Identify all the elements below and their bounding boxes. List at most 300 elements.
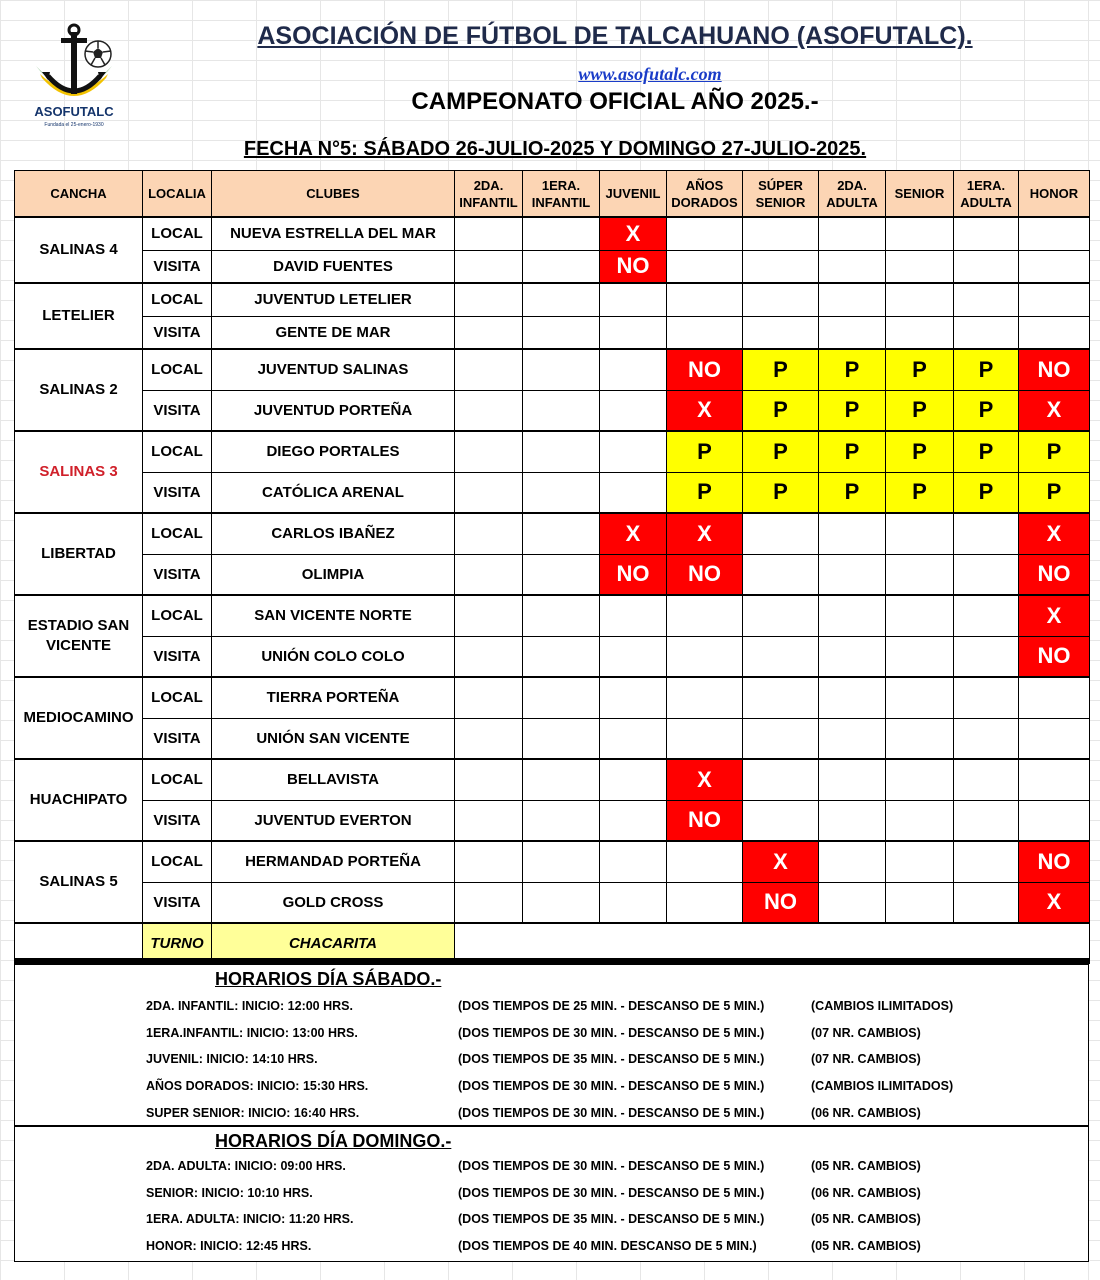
category-cell xyxy=(819,636,886,677)
schedule-substitutions: (06 NR. CAMBIOS) xyxy=(811,1105,921,1120)
column-header-line: INFANTIL xyxy=(459,194,518,210)
table-row xyxy=(15,316,1090,349)
saturday-schedule-title: HORARIOS DÍA SÁBADO.- xyxy=(215,969,442,989)
category-cell: NO xyxy=(600,250,667,283)
category-cell xyxy=(886,283,954,316)
category-cell xyxy=(819,718,886,759)
category-cell xyxy=(819,316,886,349)
schedule-row xyxy=(15,995,1088,1019)
schedule-substitutions: (05 NR. CAMBIOS) xyxy=(811,1159,921,1173)
category-cell: P xyxy=(1019,472,1090,513)
category-cell xyxy=(523,283,600,316)
table-row xyxy=(15,718,1090,759)
cancha-cell xyxy=(15,513,143,595)
category-cell: P xyxy=(954,390,1019,431)
table-row xyxy=(15,513,1090,554)
category-cell: NO xyxy=(1019,636,1090,677)
turno-row xyxy=(15,923,1090,963)
table-row xyxy=(15,349,1090,390)
cancha-cell xyxy=(15,349,143,431)
category-cell: NO xyxy=(1019,349,1090,390)
column-header-line: ADULTA xyxy=(960,194,1012,210)
category-cell xyxy=(455,677,523,718)
category-cell: NO xyxy=(1019,554,1090,595)
schedule-substitutions: (06 NR. CAMBIOS) xyxy=(811,1185,921,1200)
schedule-start-time: 2DA. ADULTA: INICIO: 09:00 HRS. xyxy=(146,1159,346,1173)
category-cell xyxy=(743,677,819,718)
table-row xyxy=(15,283,1090,316)
schedule-substitutions: (05 NR. CAMBIOS) xyxy=(811,1212,921,1227)
category-cell xyxy=(600,718,667,759)
category-cell xyxy=(886,250,954,283)
category-cell xyxy=(455,636,523,677)
schedule-duration: (DOS TIEMPOS DE 35 MIN. - DESCANSO DE 5 MIN.) xyxy=(458,1212,765,1227)
category-cell: P xyxy=(1019,431,1090,472)
club-name: DIEGO PORTALES xyxy=(212,431,455,472)
schedule-duration: (DOS TIEMPOS DE 30 MIN. - DESCANSO DE 5 MIN.) xyxy=(458,1079,765,1094)
column-header-line: SENIOR xyxy=(894,186,945,201)
championship-title: CAMPEONATO OFICIAL AÑO 2025.- xyxy=(411,88,819,115)
category-cell: X xyxy=(1019,513,1090,554)
category-cell: X xyxy=(600,513,667,554)
column-header-category xyxy=(667,171,743,218)
column-header-line: 1ERA. xyxy=(966,177,1006,193)
category-cell xyxy=(954,316,1019,349)
schedule-substitutions: (CAMBIOS ILIMITADOS) xyxy=(811,999,954,1013)
category-cell xyxy=(455,595,523,636)
soccer-ball-icon xyxy=(84,40,112,68)
column-header-localia: LOCALIA xyxy=(143,171,212,218)
table-row xyxy=(15,677,1090,718)
schedule-duration: (DOS TIEMPOS DE 40 MIN. DESCANSO DE 5 MIN.) xyxy=(458,1239,757,1254)
category-cell xyxy=(523,390,600,431)
table-row xyxy=(15,759,1090,800)
column-header-line: HONOR xyxy=(1029,186,1079,201)
table-row xyxy=(15,882,1090,923)
category-cell xyxy=(954,800,1019,841)
category-cell xyxy=(667,841,743,882)
schedule-start-time: JUVENIL: INICIO: 14:10 HRS. xyxy=(146,1052,318,1067)
category-cell xyxy=(819,513,886,554)
category-cell xyxy=(455,250,523,283)
category-cell xyxy=(523,636,600,677)
column-header-line: ADULTA xyxy=(826,194,878,210)
category-cell xyxy=(743,513,819,554)
club-name: OLIMPIA xyxy=(212,554,455,595)
schedule-substitutions: (07 NR. CAMBIOS) xyxy=(811,1025,921,1040)
table-row xyxy=(15,250,1090,283)
category-cell xyxy=(523,554,600,595)
fixture-table xyxy=(14,170,1090,964)
category-cell xyxy=(455,349,523,390)
category-cell xyxy=(819,217,886,250)
category-cell: P xyxy=(819,390,886,431)
schedule-substitutions: (07 NR. CAMBIOS) xyxy=(811,1052,921,1067)
category-cell: P xyxy=(819,472,886,513)
cancha-label: LETELIER xyxy=(42,307,115,324)
category-cell xyxy=(667,677,743,718)
club-name: HERMANDAD PORTEÑA xyxy=(212,841,455,882)
category-cell xyxy=(886,718,954,759)
category-cell xyxy=(954,595,1019,636)
schedule-start-time: 2DA. INFANTIL: INICIO: 12:00 HRS. xyxy=(146,999,353,1013)
club-name: CARLOS IBAÑEZ xyxy=(212,513,455,554)
category-cell xyxy=(455,841,523,882)
category-cell xyxy=(743,250,819,283)
cancha-label: VICENTE xyxy=(45,637,111,654)
cancha-cell xyxy=(15,677,143,759)
localia-cell: VISITA xyxy=(143,636,212,677)
category-cell xyxy=(600,636,667,677)
category-cell xyxy=(600,595,667,636)
localia-cell: LOCAL xyxy=(143,283,212,316)
localia-cell: VISITA xyxy=(143,390,212,431)
category-cell xyxy=(523,217,600,250)
category-cell xyxy=(455,554,523,595)
schedule-row xyxy=(15,1155,1088,1179)
table-row xyxy=(15,390,1090,431)
category-cell xyxy=(600,677,667,718)
category-cell xyxy=(743,217,819,250)
category-cell xyxy=(954,759,1019,800)
category-cell: X xyxy=(600,217,667,250)
sunday-schedule xyxy=(14,1126,1089,1262)
sunday-schedule-title: HORARIOS DÍA DOMINGO.- xyxy=(215,1131,452,1151)
category-cell xyxy=(667,595,743,636)
column-header-category xyxy=(523,171,600,218)
category-cell: NO xyxy=(600,554,667,595)
club-name: DAVID FUENTES xyxy=(212,250,455,283)
category-cell xyxy=(819,882,886,923)
schedule-duration: (DOS TIEMPOS DE 35 MIN. - DESCANSO DE 5 MIN.) xyxy=(458,1052,765,1067)
cancha-label: SALINAS 4 xyxy=(39,241,118,258)
column-header-category xyxy=(954,171,1019,218)
cancha-cell xyxy=(15,759,143,841)
category-cell xyxy=(743,800,819,841)
category-cell: P xyxy=(886,390,954,431)
schedule-start-time: AÑOS DORADOS: INICIO: 15:30 HRS. xyxy=(146,1079,369,1094)
club-name: JUVENTUD PORTEÑA xyxy=(212,390,455,431)
category-cell xyxy=(523,349,600,390)
category-cell xyxy=(667,283,743,316)
category-cell: P xyxy=(667,472,743,513)
cancha-cell xyxy=(15,431,143,513)
category-cell: NO xyxy=(743,882,819,923)
category-cell: P xyxy=(886,472,954,513)
category-cell: P xyxy=(743,472,819,513)
cancha-label: SALINAS 5 xyxy=(39,873,118,890)
category-cell xyxy=(954,554,1019,595)
category-cell xyxy=(819,554,886,595)
category-cell: P xyxy=(667,431,743,472)
column-header-cancha: CANCHA xyxy=(15,171,143,218)
category-cell xyxy=(523,759,600,800)
localia-cell: VISITA xyxy=(143,800,212,841)
club-name: CATÓLICA ARENAL xyxy=(212,472,455,513)
category-cell: P xyxy=(886,349,954,390)
category-cell xyxy=(954,677,1019,718)
empty-cell xyxy=(455,923,1090,963)
cancha-cell xyxy=(15,595,143,677)
category-cell: NO xyxy=(667,554,743,595)
table-row xyxy=(15,431,1090,472)
schedule-duration: (DOS TIEMPOS DE 30 MIN. - DESCANSO DE 5 MIN.) xyxy=(458,1025,765,1040)
category-cell: P xyxy=(743,431,819,472)
cancha-cell xyxy=(15,217,143,283)
category-cell xyxy=(886,636,954,677)
category-cell xyxy=(886,800,954,841)
svg-text:ASOFUTALC: ASOFUTALC xyxy=(34,104,114,119)
category-cell xyxy=(819,283,886,316)
category-cell xyxy=(455,431,523,472)
category-cell xyxy=(954,718,1019,759)
category-cell xyxy=(455,217,523,250)
club-name: UNIÓN COLO COLO xyxy=(212,636,455,677)
match-date-heading: FECHA N°5: SÁBADO 26-JULIO-2025 Y DOMINGO 27-JULIO-2025. xyxy=(243,138,867,160)
category-cell xyxy=(819,677,886,718)
table-header-row xyxy=(15,171,1090,218)
localia-cell: LOCAL xyxy=(143,431,212,472)
cancha-label: SALINAS 3 xyxy=(39,463,118,480)
category-cell: NO xyxy=(667,800,743,841)
cancha-label: MEDIOCAMINO xyxy=(23,709,134,726)
club-name: SAN VICENTE NORTE xyxy=(212,595,455,636)
category-cell xyxy=(600,349,667,390)
schedule-start-time: 1ERA. ADULTA: INICIO: 11:20 HRS. xyxy=(146,1212,354,1227)
category-cell: NO xyxy=(1019,841,1090,882)
category-cell: X xyxy=(1019,882,1090,923)
table-row xyxy=(15,595,1090,636)
localia-cell: LOCAL xyxy=(143,841,212,882)
localia-cell: LOCAL xyxy=(143,677,212,718)
asofutalc-logo xyxy=(28,22,120,130)
category-cell xyxy=(667,718,743,759)
category-cell xyxy=(954,882,1019,923)
club-name: JUVENTUD EVERTON xyxy=(212,800,455,841)
category-cell xyxy=(819,250,886,283)
column-header-category xyxy=(1019,171,1090,218)
column-header-category xyxy=(600,171,667,218)
club-name: BELLAVISTA xyxy=(212,759,455,800)
column-header-clubes: CLUBES xyxy=(212,171,455,218)
localia-cell: LOCAL xyxy=(143,595,212,636)
cancha-cell xyxy=(15,841,143,923)
turno-label: TURNO xyxy=(143,923,212,963)
category-cell xyxy=(455,283,523,316)
category-cell xyxy=(743,554,819,595)
category-cell xyxy=(523,431,600,472)
website-link[interactable]: www.asofutalc.com xyxy=(578,64,722,84)
category-cell xyxy=(600,431,667,472)
category-cell: NO xyxy=(667,349,743,390)
column-header-line: AÑOS xyxy=(685,177,724,193)
localia-cell: VISITA xyxy=(143,718,212,759)
table-row xyxy=(15,554,1090,595)
club-name: GENTE DE MAR xyxy=(212,316,455,349)
club-name: NUEVA ESTRELLA DEL MAR xyxy=(212,217,455,250)
category-cell xyxy=(954,283,1019,316)
category-cell xyxy=(1019,250,1090,283)
category-cell xyxy=(523,250,600,283)
category-cell xyxy=(455,390,523,431)
category-cell: X xyxy=(1019,595,1090,636)
category-cell xyxy=(1019,283,1090,316)
schedule-row xyxy=(15,1048,1088,1072)
category-cell xyxy=(523,800,600,841)
localia-cell: LOCAL xyxy=(143,217,212,250)
category-cell xyxy=(600,841,667,882)
schedule-row xyxy=(15,1208,1088,1232)
localia-cell: VISITA xyxy=(143,472,212,513)
empty-cell xyxy=(15,923,143,963)
category-cell xyxy=(667,217,743,250)
localia-cell: LOCAL xyxy=(143,349,212,390)
table-row xyxy=(15,472,1090,513)
schedule-duration: (DOS TIEMPOS DE 25 MIN. - DESCANSO DE 5 MIN.) xyxy=(458,999,765,1013)
club-name: TIERRA PORTEÑA xyxy=(212,677,455,718)
category-cell xyxy=(819,759,886,800)
turno-club: CHACARITA xyxy=(212,923,455,963)
category-cell xyxy=(600,800,667,841)
table-row xyxy=(15,217,1090,250)
schedule-duration: (DOS TIEMPOS DE 30 MIN. - DESCANSO DE 5 MIN.) xyxy=(458,1159,765,1173)
table-row xyxy=(15,636,1090,677)
category-cell xyxy=(954,841,1019,882)
category-cell: P xyxy=(819,349,886,390)
club-name: JUVENTUD LETELIER xyxy=(212,283,455,316)
schedule-row xyxy=(15,1102,1088,1126)
schedule-substitutions: (CAMBIOS ILIMITADOS) xyxy=(811,1079,954,1094)
category-cell xyxy=(523,316,600,349)
table-row xyxy=(15,800,1090,841)
category-cell xyxy=(600,882,667,923)
cancha-cell xyxy=(15,283,143,349)
category-cell xyxy=(954,217,1019,250)
column-header-line: 1ERA. xyxy=(541,177,581,193)
column-header-category xyxy=(743,171,819,218)
cancha-label: SALINAS 2 xyxy=(39,381,118,398)
column-header-line: JUVENIL xyxy=(605,186,661,201)
localia-cell: VISITA xyxy=(143,250,212,283)
category-cell xyxy=(886,554,954,595)
category-cell xyxy=(455,718,523,759)
page-title: ASOCIACIÓN DE FÚTBOL DE TALCAHUANO (ASOFUTALC). xyxy=(257,22,973,50)
category-cell xyxy=(667,250,743,283)
column-header-line: INFANTIL xyxy=(531,194,591,210)
column-header-category xyxy=(886,171,954,218)
category-cell xyxy=(1019,677,1090,718)
schedule-duration: (DOS TIEMPOS DE 30 MIN. - DESCANSO DE 5 MIN.) xyxy=(458,1105,765,1120)
club-name: JUVENTUD SALINAS xyxy=(212,349,455,390)
category-cell xyxy=(523,841,600,882)
saturday-schedule xyxy=(14,964,1089,1126)
category-cell xyxy=(667,636,743,677)
cancha-label: ESTADIO SAN xyxy=(27,617,130,634)
category-cell: P xyxy=(886,431,954,472)
category-cell: X xyxy=(1019,390,1090,431)
category-cell xyxy=(523,595,600,636)
category-cell: P xyxy=(954,472,1019,513)
schedule-duration: (DOS TIEMPOS DE 30 MIN. - DESCANSO DE 5 MIN.) xyxy=(458,1185,765,1200)
category-cell: X xyxy=(667,759,743,800)
localia-cell: VISITA xyxy=(143,316,212,349)
category-cell xyxy=(886,882,954,923)
category-cell xyxy=(743,595,819,636)
category-cell xyxy=(886,316,954,349)
anchor-icon xyxy=(28,22,120,130)
category-cell xyxy=(1019,718,1090,759)
category-cell xyxy=(1019,316,1090,349)
column-header-line: 2DA. xyxy=(837,177,867,193)
column-header-line: 2DA. xyxy=(473,177,504,193)
category-cell: P xyxy=(954,431,1019,472)
schedule-start-time: HONOR: INICIO: 12:45 HRS. xyxy=(146,1239,312,1254)
category-cell xyxy=(954,636,1019,677)
column-header-line: DORADOS xyxy=(671,194,738,210)
category-cell xyxy=(886,759,954,800)
category-cell xyxy=(819,800,886,841)
category-cell xyxy=(954,250,1019,283)
category-cell xyxy=(819,595,886,636)
category-cell xyxy=(886,217,954,250)
category-cell xyxy=(455,800,523,841)
category-cell xyxy=(886,677,954,718)
category-cell: X xyxy=(743,841,819,882)
column-header-category xyxy=(455,171,523,218)
schedule-start-time: SUPER SENIOR: INICIO: 16:40 HRS. xyxy=(146,1105,360,1120)
localia-cell: LOCAL xyxy=(143,513,212,554)
category-cell xyxy=(819,841,886,882)
category-cell xyxy=(455,759,523,800)
category-cell xyxy=(600,316,667,349)
schedule-row xyxy=(15,1022,1088,1046)
table-row xyxy=(15,841,1090,882)
localia-cell: LOCAL xyxy=(143,759,212,800)
category-cell xyxy=(1019,217,1090,250)
category-cell xyxy=(600,283,667,316)
column-header-line: SÚPER xyxy=(758,177,803,193)
schedule-start-time: 1ERA.INFANTIL: INICIO: 13:00 HRS. xyxy=(146,1025,358,1040)
category-cell xyxy=(523,513,600,554)
category-cell xyxy=(954,513,1019,554)
category-cell xyxy=(743,636,819,677)
schedule-row xyxy=(15,1075,1088,1099)
category-cell xyxy=(455,472,523,513)
category-cell xyxy=(667,882,743,923)
category-cell xyxy=(600,390,667,431)
category-cell xyxy=(523,882,600,923)
category-cell xyxy=(886,841,954,882)
category-cell xyxy=(743,718,819,759)
club-name: UNIÓN SAN VICENTE xyxy=(212,718,455,759)
category-cell xyxy=(886,513,954,554)
cancha-label: HUACHIPATO xyxy=(29,791,128,808)
category-cell xyxy=(886,595,954,636)
category-cell xyxy=(523,718,600,759)
column-header-line: SENIOR xyxy=(755,194,806,210)
localia-cell: VISITA xyxy=(143,554,212,595)
svg-text:Fundada el 25-enero-1930: Fundada el 25-enero-1930 xyxy=(44,122,104,128)
category-cell: P xyxy=(819,431,886,472)
category-cell xyxy=(743,316,819,349)
schedule-row xyxy=(15,1235,1088,1259)
schedule-row xyxy=(15,1182,1088,1206)
category-cell xyxy=(455,513,523,554)
schedule-substitutions: (05 NR. CAMBIOS) xyxy=(811,1239,921,1254)
category-cell xyxy=(667,316,743,349)
category-cell: X xyxy=(667,513,743,554)
category-cell xyxy=(743,759,819,800)
